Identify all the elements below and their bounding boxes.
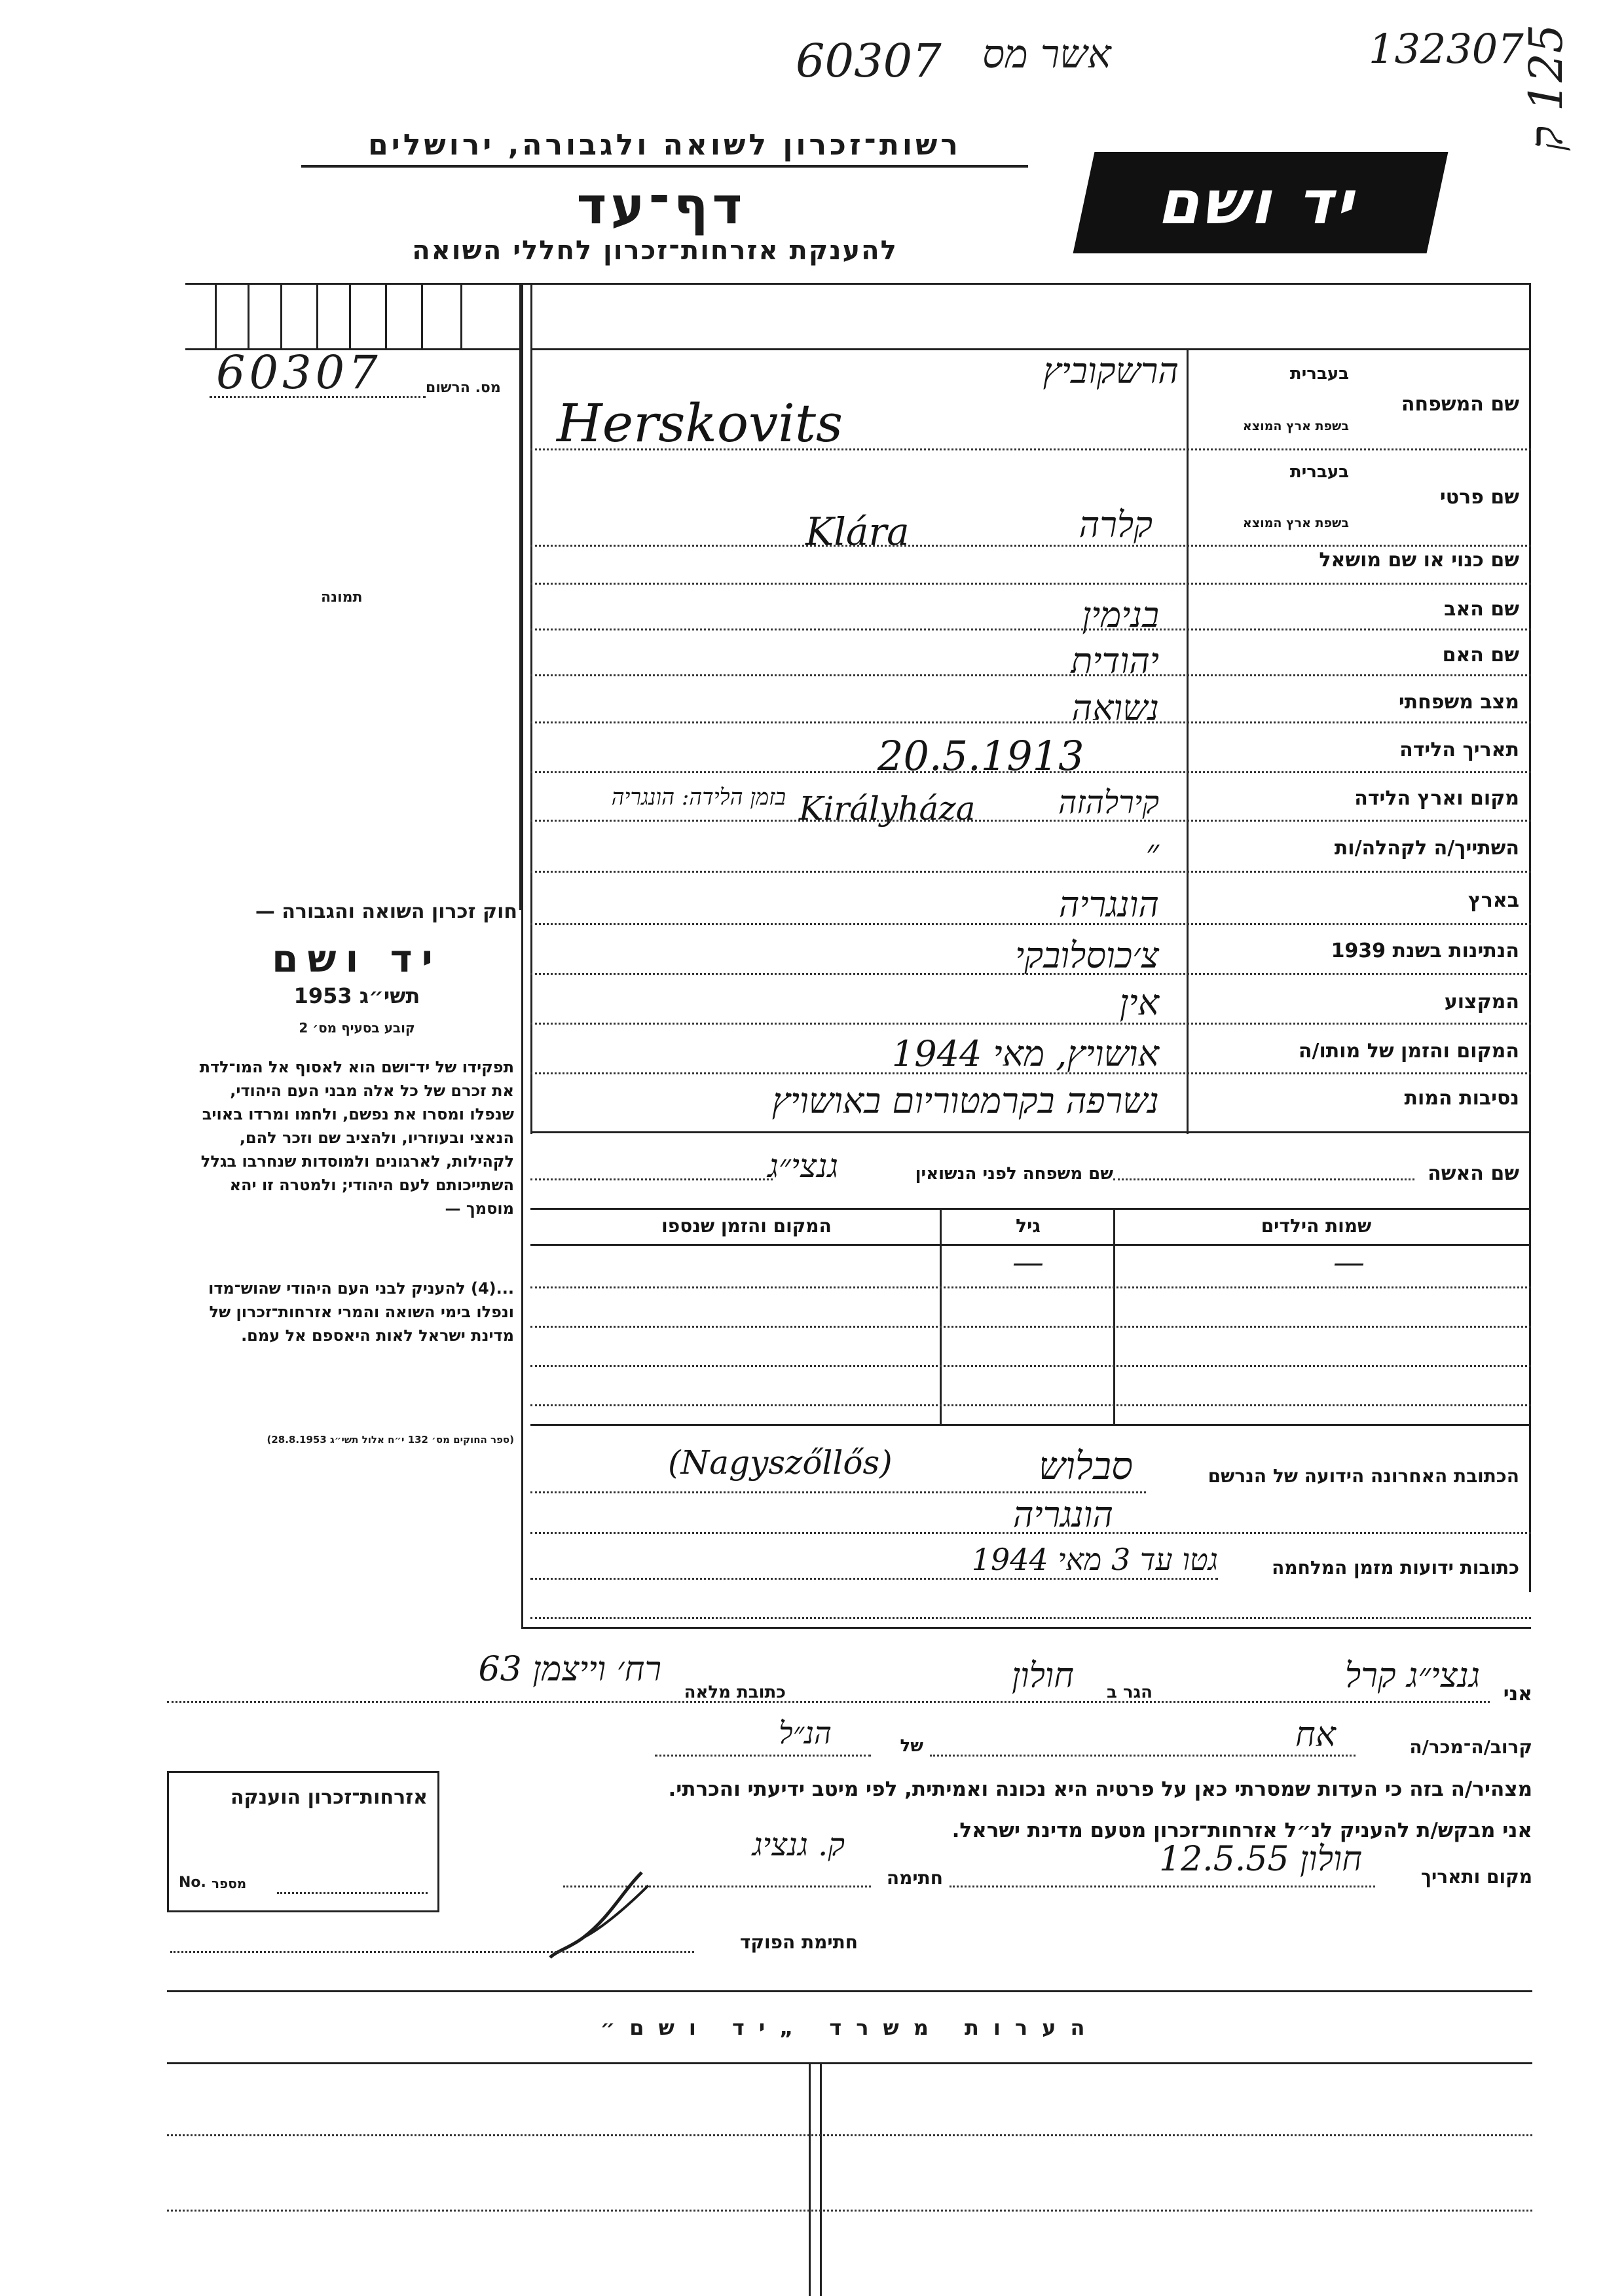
mother-value: יהודית <box>1071 640 1159 682</box>
yad-vashem-logo <box>1073 152 1449 253</box>
notes-head-line <box>167 2062 1532 2064</box>
birth-date-value: 20.5.1913 <box>877 732 1084 780</box>
children-row-line-1 <box>530 1286 1531 1288</box>
notes-line-1 <box>167 2134 1532 2136</box>
label-column-divider <box>1187 348 1189 1134</box>
mother-line <box>530 674 1531 676</box>
top-ref-note: אשר מס <box>982 31 1111 77</box>
birth-place-note: בזמן הלידה: הונגריה <box>611 784 786 811</box>
death-place-line <box>530 1072 1531 1074</box>
death-circumstances-value: נשרפה בקרמטוריום באושויץ <box>771 1080 1159 1121</box>
declarant-resides-label: הגר ב <box>1106 1683 1153 1702</box>
death-circumstances-line <box>530 1131 1531 1133</box>
spouse-line-right <box>1113 1178 1414 1180</box>
first-name-hebrew: קלרה <box>1079 504 1153 545</box>
death-place-value: אושויץ, מאי 1944 <box>891 1033 1159 1074</box>
country-label: בארץ <box>1467 889 1519 912</box>
spouse-label: שם האשה <box>1428 1162 1519 1185</box>
law-year: תשי״ג 1953 <box>293 983 420 1008</box>
wartime-address-label: כתובות ידועות מזמן המלחמה <box>1272 1557 1519 1578</box>
death-circumstances-label: נסיבות המות <box>1404 1087 1519 1110</box>
citizenship-granted-box <box>167 1771 439 1912</box>
officer-signature-label: חתימת הפוקד <box>739 1931 858 1953</box>
community-label: השתייך/ה לקהלה/ות <box>1334 837 1519 860</box>
first-name-origin-sub: בשפת ארץ המוצא <box>1242 516 1349 530</box>
marital-line <box>530 721 1531 723</box>
notes-divider-b <box>820 2062 822 2296</box>
frame-top <box>519 283 1531 285</box>
citizenship-line <box>530 973 1531 975</box>
nickname-line <box>530 583 1531 585</box>
children-row-name: — <box>1333 1244 1365 1281</box>
first-name-latin: Klára <box>805 509 910 554</box>
birth-place-label: מקום וארץ הלידה <box>1354 787 1519 810</box>
country-value: הונגריה <box>1058 884 1159 925</box>
law-paragraph-1: תפקידו של יד־ושם הוא לאסוף אל המו־לדת את זכרם של כל אלה מבני העם היהודי, שנפלו ומסרו את נפשם, ולחמו ומרדו באויב הנאצי ובעוזריו, ולהציב שם וזכר להם, לקהילות, לארגונים ולמוסדות שנחרבו בגלל השתייכותם לעם היהודי; ולמטרה זו יהא מוסמך — <box>199 1058 514 1218</box>
children-col-divider-1 <box>1113 1208 1115 1424</box>
children-header-place: המקום והזמן שנספו <box>661 1215 832 1237</box>
place-date-label: מקום ותאריך <box>1420 1866 1532 1887</box>
birth-place-hebrew: קירלהזה <box>1058 784 1159 821</box>
first-name-hebrew-sub: בעברית <box>1289 462 1349 482</box>
family-name-hebrew-sub: בעברית <box>1289 364 1349 384</box>
notes-title: הערות משרד „יד ושם״ <box>600 2015 1099 2040</box>
registration-dotline <box>210 396 426 398</box>
community-line <box>530 871 1531 873</box>
relation-value: אח <box>1295 1715 1336 1755</box>
frame-right <box>1529 283 1531 1592</box>
form-title: דף־עד <box>576 177 747 236</box>
last-address-label: הכתובת האחרונה הידועה של הנרשם <box>1208 1465 1519 1487</box>
declarant-address-label: כתובת מלאה <box>684 1683 786 1702</box>
photo-label: תמונה <box>321 589 363 606</box>
birth-date-label: תאריך הלידה <box>1399 738 1519 761</box>
family-name-origin-sub: בשפת ארץ המוצא <box>1242 419 1349 433</box>
bottom-frame-line <box>521 1627 1531 1629</box>
birth-date-line <box>530 771 1531 773</box>
citizenship-box-title: אזרחות־זכרון הוענקה <box>230 1786 428 1809</box>
birth-place-line <box>530 820 1531 822</box>
mother-label: שם האם <box>1442 644 1519 666</box>
place-date-line <box>950 1886 1375 1887</box>
signature-value: ק. גנציג <box>752 1827 845 1863</box>
law-paragraph-2: ...(4) להעניק לבני העם היהודי שהוש־מדו ונפלו בימי השואה והמרי אזרחות־זכרון של מדינת ישראל לאות היאספם אל עמם. <box>208 1279 514 1345</box>
citizenship-box-no-label: No. <box>179 1874 206 1891</box>
family-name-label: שם המשפחה <box>1401 393 1519 416</box>
request-text: אני מבקש/ת להעניק לנ״ל אזרחות־זכרון מטעם מדינת ישראל. <box>951 1819 1532 1842</box>
citizenship-label: הנתינות בשנת 1939 <box>1331 939 1519 962</box>
law-clause: קובע בסעיף מס׳ 2 <box>299 1020 415 1036</box>
corner-number: 132307 <box>1369 25 1524 73</box>
notes-line-2 <box>167 2210 1532 2212</box>
last-address-line-2 <box>530 1532 1531 1534</box>
father-label: שם האב <box>1444 598 1519 621</box>
institution-underline <box>301 165 1028 168</box>
officer-signature-line <box>170 1951 694 1953</box>
birth-place-latin: Királyháza <box>799 790 976 828</box>
relation-of-line <box>655 1755 871 1757</box>
institution-name: רשות־זכרון לשואה ולגבורה, ירושלים <box>368 128 961 162</box>
citizenship-box-number-label: מספר <box>212 1876 247 1891</box>
wartime-address-line <box>530 1578 1218 1580</box>
father-value: בנימין <box>1082 594 1159 636</box>
family-name-hebrew: הרשקוביץ <box>1043 350 1179 392</box>
signature-scribble <box>544 1866 688 1964</box>
spouse-line-left <box>530 1178 773 1180</box>
form-subtitle: להענקת אזרחות־זכרון לחללי השואה <box>412 236 898 266</box>
declarant-i-label: אני <box>1503 1683 1532 1705</box>
father-line <box>530 629 1531 630</box>
law-heading: חוק זכרון השואה והגבורה — <box>255 900 517 923</box>
law-source: (ספר החוקים מס׳ 132 י״ח אלול תשי״ג 28.8.1953) <box>267 1434 514 1446</box>
nickname-label: שם כנוי או שם מושאל <box>1319 549 1519 572</box>
first-name-label: שם פרטי <box>1439 486 1519 509</box>
notes-top <box>167 1990 1532 1992</box>
first-name-line <box>530 545 1531 547</box>
declarant-full-address: רח׳ וייצמן 63 <box>478 1650 661 1689</box>
death-place-label: המקום והזמן של מותו/ה <box>1298 1040 1519 1063</box>
children-row-line-4 <box>530 1404 1531 1406</box>
frame-left-inner <box>530 283 532 1134</box>
frame-left <box>521 283 523 1628</box>
declarant-line-1 <box>167 1701 1490 1703</box>
family-name-line <box>530 448 1531 450</box>
photo-strip <box>185 283 523 350</box>
last-address-line <box>530 1491 1146 1493</box>
wartime-address-value: גטו עד 3 מאי 1944 <box>971 1542 1218 1577</box>
signature-label: חתימה <box>886 1867 943 1889</box>
spouse-value: גנצי״ג <box>767 1147 838 1185</box>
relation-of-label: של <box>900 1736 923 1756</box>
children-header-names: שמות הילדים <box>1261 1215 1372 1237</box>
spouse-maiden-label: שם משפחה לפני הנשואין <box>915 1164 1113 1184</box>
country-line <box>530 923 1531 925</box>
children-bottom <box>530 1424 1531 1426</box>
marital-value: נשואה <box>1071 687 1159 729</box>
registration-number: 60307 <box>216 346 382 399</box>
marital-label: מצב משפחתי <box>1398 691 1519 714</box>
wartime-address-line-2 <box>530 1617 1531 1619</box>
declaration-text: מצהיר/ה בזה כי העדות שמסרתי כאן על פרטיה היא נכונה ואמיתית, לפי מיטב ידיעתי והכרתי. <box>668 1777 1532 1801</box>
relation-line <box>930 1755 1356 1757</box>
relation-of-value: הנ״ל <box>779 1715 832 1751</box>
law-title: יד ושם <box>272 936 442 981</box>
children-top <box>530 1208 1531 1210</box>
last-address-hebrew: סבלוש <box>1039 1444 1133 1488</box>
children-col-divider-2 <box>940 1208 942 1424</box>
children-row-line-3 <box>530 1365 1531 1367</box>
children-row-line-2 <box>530 1326 1531 1328</box>
family-name-latin: Herskovits <box>557 393 843 454</box>
profession-value: אין <box>1119 982 1159 1023</box>
children-header-age: גיל <box>1016 1215 1041 1237</box>
declarant-name: גנצי״ג קרל <box>1344 1656 1480 1696</box>
community-value: ״ <box>1145 831 1159 873</box>
place-date-value: חולון 12.5.55 <box>1159 1840 1362 1879</box>
top-ref-number: 60307 <box>796 34 942 88</box>
margin-note: 125 ק <box>1519 24 1573 151</box>
citizenship-value: צ׳כוסלובקי <box>1015 935 1159 976</box>
profession-label: המקצוע <box>1444 991 1519 1013</box>
notes-divider-a <box>809 2062 811 2296</box>
registration-label: מס. הרשום <box>426 380 501 396</box>
logo-text: יד ושם <box>1154 168 1367 238</box>
declarant-city: חולון <box>1012 1656 1074 1696</box>
relation-label: קרוב/ה־מכר/ה <box>1409 1736 1532 1758</box>
profession-line <box>530 1023 1531 1025</box>
children-row-age: — <box>1012 1244 1044 1281</box>
last-address-latin: (Nagyszőllős) <box>668 1444 893 1482</box>
last-address-country: הונגריה <box>1012 1494 1113 1535</box>
